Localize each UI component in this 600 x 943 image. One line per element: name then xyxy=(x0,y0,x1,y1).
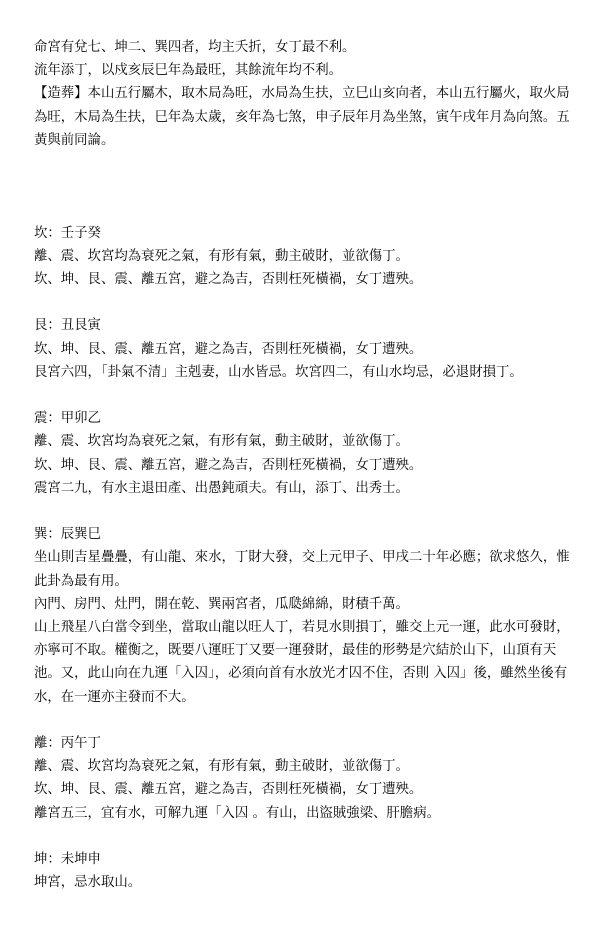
spacer xyxy=(34,709,574,732)
section-zhen xyxy=(34,407,574,500)
intro-line: 流年添丁，以戍亥辰巳年為最旺，其餘流年均不利。 xyxy=(34,63,342,79)
section-heading: 巽：辰巽巳 xyxy=(34,527,101,543)
intro-paragraph: 【造葬】本山五行屬木，取木局為旺，水局為生扶，立巳山亥向者，本山五行屬火，取火局為旺，木局為生扶，巳年為太歲，亥年為七煞，申子辰年月為坐煞，寅午戌年月為向煞。五黃與前同論。 xyxy=(34,86,570,148)
section-xun xyxy=(34,523,574,709)
section-line: 離宮五三，宜有水，可解九運「入囚 。有山，出盜賊強梁、肝膽病。 xyxy=(34,805,440,821)
section-heading: 坎：壬子癸 xyxy=(34,225,101,241)
section-heading: 艮：丑艮寅 xyxy=(34,318,101,334)
spacer xyxy=(34,291,574,314)
section-line: 坎、坤、艮、震、離五宮，避之為吉，否則枉死橫禍，女丁遭殃。 xyxy=(34,457,423,473)
section-line: 山上飛星八白當令到坐，當取山龍以旺人丁，若見水則損丁，雖交上元一運，此水可發財，亦寧可不取。權衡之，既要八運旺丁又要一運發財，最佳的形勢是穴結於山下，山頂有天池。又，此山向在九運「入囚」，必須向首有水放光才囚不住，否則 入囚」後，雖然坐後有水，在一運亦主發而不大。 xyxy=(34,620,570,705)
section-line: 離、震、坎宮均為衰死之氣，有形有氣，動主破財，並欲傷丁。 xyxy=(34,759,409,775)
section-kan xyxy=(34,222,574,292)
section-line: 坐山則吉星疊疊，有山龍、來水，丁財大發，交上元甲子、甲戌二十年必應；欲求悠久，惟此卦為最有用。 xyxy=(34,550,570,589)
section-li xyxy=(34,732,574,825)
section-heading: 震：甲卯乙 xyxy=(34,411,101,427)
section-line: 坎、坤、艮、震、離五宮，避之為吉，否則枉死橫禍，女丁遭殃。 xyxy=(34,782,423,798)
section-line: 坎、坤、艮、震、離五宮，避之為吉，否則枉死橫禍，女丁遭殃。 xyxy=(34,272,423,288)
section-line: 震宮二九，有水主退田產、出愚鈍頑夫。有山，添丁、出秀士。 xyxy=(34,480,409,496)
intro-line: 命宮有兌七、坤二、巽四者，均主夭折，女丁最不利。 xyxy=(34,40,356,55)
section-heading: 坤：未坤申 xyxy=(34,852,101,868)
section-gen xyxy=(34,314,574,384)
spacer xyxy=(34,500,574,523)
spacer xyxy=(34,825,574,848)
section-line: 艮宮六四，「卦氣不清」主剋妻，山水皆忌。坎宮四二，有山水均忌，必退財損丁。 xyxy=(34,364,523,380)
section-line: 離、震、坎宮均為衰死之氣，有形有氣，動主破財，並欲傷丁。 xyxy=(34,248,409,264)
section-line: 坎、坤、艮、震、離五宮，避之為吉，否則枉死橫禍，女丁遭殃。 xyxy=(34,341,423,357)
section-line: 內門、房門、灶門，開在乾、巽兩宮者，瓜瓞綿綿，財積千萬。 xyxy=(34,596,409,612)
document-body xyxy=(34,36,574,894)
section-kun xyxy=(34,848,574,894)
spacer xyxy=(34,152,574,222)
spacer xyxy=(34,384,574,407)
section-line: 離、震、坎宮均為衰死之氣，有形有氣，動主破財，並欲傷丁。 xyxy=(34,434,409,450)
section-heading: 離：丙午丁 xyxy=(34,736,101,752)
section-line: 坤宮，忌水取山。 xyxy=(34,875,142,891)
